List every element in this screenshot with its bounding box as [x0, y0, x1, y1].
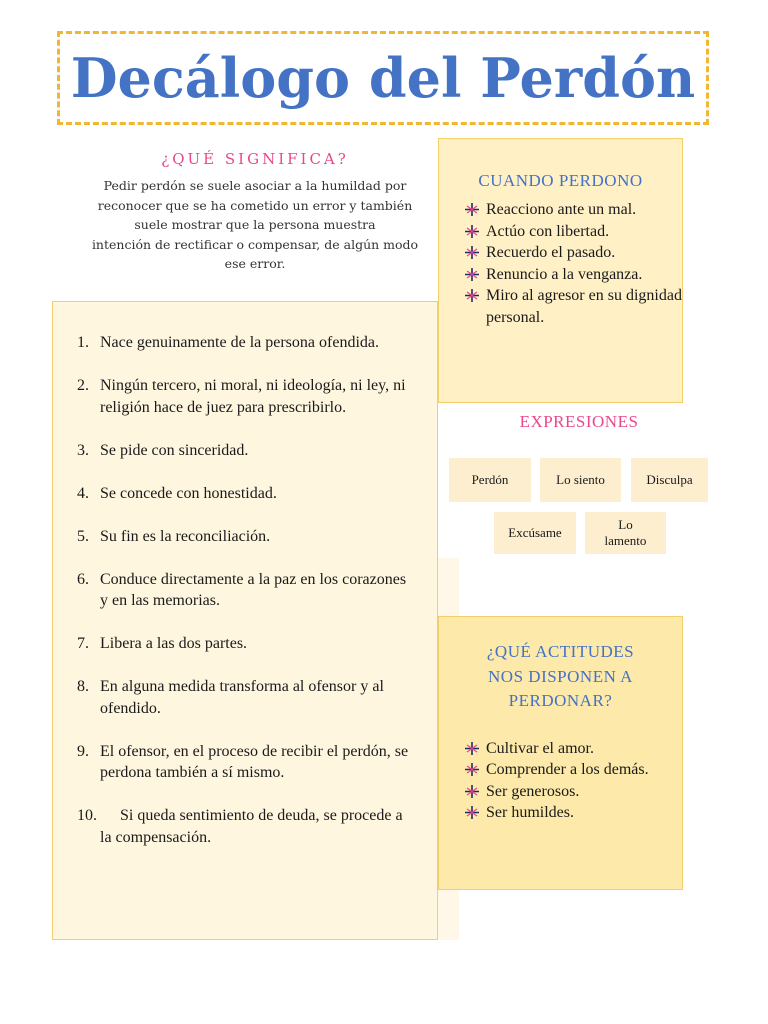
cuando-perdono-item: Actúo con libertad.: [486, 222, 610, 240]
decalogo-item: [77, 483, 417, 505]
decalogo-item: [77, 375, 417, 418]
expresiones-heading: EXPRESIONES: [519, 412, 639, 431]
que-significa-line: intención de rectificar o compensar, de algún modo: [91, 236, 419, 252]
expression-chip: Lo siento: [540, 458, 621, 502]
list-item: [461, 264, 682, 286]
decalogo-panel: [52, 301, 438, 940]
decalogo-number: 10.: [77, 807, 97, 824]
cuando-perdono-item: Renuncio a la venganza.: [486, 265, 643, 283]
star-bullet-icon: [464, 268, 479, 281]
cuando-perdono-heading: CUANDO PERDONO: [478, 171, 643, 190]
cuando-perdono-list: [439, 199, 682, 328]
decalogo-item: [77, 676, 417, 719]
decalogo-text: Se pide con sinceridad.: [100, 441, 249, 459]
decalogo-number: 5.: [77, 527, 89, 545]
actitudes-item: Cultivar el amor.: [486, 739, 594, 757]
decalogo-number: 9.: [77, 742, 89, 760]
star-bullet-icon: [464, 742, 479, 755]
que-significa-line: ese error.: [224, 256, 286, 271]
list-item: [461, 802, 682, 824]
star-bullet-icon: [464, 289, 479, 302]
star-bullet-icon: [464, 763, 479, 776]
que-significa-text: [76, 176, 434, 274]
decalogo-item: [77, 440, 417, 462]
actitudes-heading-line: ¿QUÉ ACTITUDES: [486, 642, 635, 661]
cuando-perdono-box: [438, 138, 683, 403]
actitudes-list: [439, 738, 682, 824]
que-significa-line: Pedir perdón se suele asociar a la humildad por: [103, 178, 407, 193]
decalogo-number: 7.: [77, 635, 89, 652]
title-frame: [57, 31, 709, 125]
que-significa-heading: ¿QUÉ SIGNIFICA?: [161, 150, 349, 168]
que-significa-line: suele mostrar que la persona muestra: [134, 217, 376, 232]
actitudes-item: Ser generosos.: [486, 782, 580, 800]
cuando-perdono-item: Reacciono ante un mal.: [486, 201, 637, 218]
decalogo-item: [77, 332, 417, 354]
list-item: [461, 199, 682, 221]
decalogo-number: 6.: [77, 570, 89, 588]
expression-chip: Lo lamento: [585, 512, 666, 554]
star-bullet-icon: [464, 225, 479, 238]
decalogo-item: [77, 805, 417, 848]
actitudes-box: [438, 616, 683, 890]
list-item: [461, 781, 682, 803]
cuando-perdono-item: Miro al agresor en su dignidad personal.: [486, 287, 682, 326]
decalogo-text: En alguna medida transforma al ofensor y al ofendido.: [100, 678, 384, 717]
actitudes-heading-line: PERDONAR?: [508, 691, 613, 710]
expression-chip: Excúsame: [494, 512, 576, 554]
decalogo-item: [77, 526, 417, 548]
decalogo-item: [77, 741, 417, 784]
decalogo-text: Ningún tercero, ni moral, ni ideología, ni ley, ni religión hace de juez para prescribirlo.: [100, 377, 406, 416]
actitudes-heading: [439, 640, 682, 714]
star-bullet-icon: [464, 203, 479, 216]
que-significa-line: reconocer que se ha cometido un error y también: [97, 197, 413, 213]
star-bullet-icon: [464, 246, 479, 259]
decalogo-number: 1.: [77, 334, 89, 351]
list-item: [461, 759, 682, 781]
star-bullet-icon: [464, 785, 479, 798]
decalogo-list: [77, 332, 417, 870]
decalogo-number: 2.: [77, 377, 89, 394]
actitudes-item: Comprender a los demás.: [486, 761, 649, 778]
cuando-perdono-item: Recuerdo el pasado.: [486, 244, 616, 261]
list-item: [461, 285, 682, 328]
decalogo-text: Si queda sentimiento de deuda, se procede a la compensación.: [100, 807, 403, 846]
decalogo-text: Su fin es la reconciliación.: [100, 527, 271, 545]
decalogo-text: El ofensor, en el proceso de recibir el perdón, se perdona también a sí mismo.: [100, 742, 409, 781]
decalogo-number: 3.: [77, 441, 89, 459]
decalogo-number: 8.: [77, 678, 89, 695]
actitudes-item: Ser humildes.: [486, 804, 574, 821]
list-item: [461, 242, 682, 264]
page-title: Decálogo del Perdón: [70, 46, 696, 110]
decalogo-item: [77, 569, 417, 612]
star-bullet-icon: [464, 806, 479, 819]
expression-chip: Disculpa: [631, 458, 708, 502]
actitudes-heading-line: NOS DISPONEN A: [488, 666, 633, 686]
decalogo-item: [77, 633, 417, 655]
decalogo-text: Se concede con honestidad.: [100, 484, 277, 502]
decalogo-text: Conduce directamente a la paz en los corazones y en las memorias.: [100, 570, 407, 609]
decalogo-text: Nace genuinamente de la persona ofendida.: [100, 334, 379, 351]
expression-chip: Perdón: [449, 458, 531, 502]
list-item: [461, 738, 682, 760]
decalogo-text: Libera a las dos partes.: [100, 635, 248, 652]
decalogo-number: 4.: [77, 484, 89, 502]
list-item: [461, 221, 682, 243]
